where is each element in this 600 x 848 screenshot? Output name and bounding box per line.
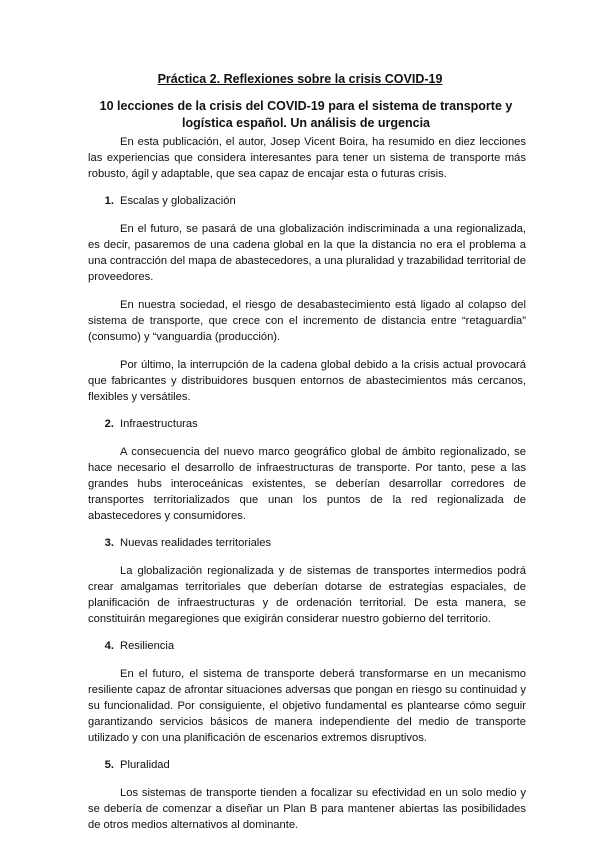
- page-title: Práctica 2. Reflexiones sobre la crisis COVID-19: [157, 72, 443, 86]
- section-heading: [88, 536, 526, 551]
- section-heading: [88, 758, 526, 773]
- section-heading: [88, 417, 526, 432]
- page-subtitle: 10 lecciones de la crisis del COVID-19 para el sistema de transporte y logística español. Un análisis de urgencia: [99, 99, 513, 130]
- paragraph: La globalización regionalizada y de sistemas de transportes intermedios podrá crear amalgamas territoriales que deberían dotarse de estrategias espaciales, de planificación de infraestructuras y de ordenación territorial. De esta manera, se constituirán megaregiones que exigirán considerar nuestro gobierno del territorio.: [88, 565, 526, 625]
- document-body: [88, 134, 526, 845]
- paragraph: En nuestra sociedad, el riesgo de desabastecimiento está ligado al colapso del sistema de transporte, que crece con el incremento de distancia entre “retaguardia” (consumo) y “vanguardia (producción).: [88, 299, 526, 343]
- section-title: Pluralidad: [120, 759, 170, 771]
- paragraph: En el futuro, se pasará de una globalización indiscriminada a una regionalizada, es decir, pasaremos de una cadena global en la que la distancia no era el problema a una contracción del mapa de abastecedores, a una pluralidad y trazabilidad territorial de proveedores.: [88, 223, 526, 283]
- section-title: Nuevas realidades territoriales: [120, 537, 272, 549]
- paragraph: En el futuro, el sistema de transporte deberá transformarse en un mecanismo resiliente capaz de afrontar situaciones adversas que pongan en riesgo su continuidad y su funcionalidad. Por consiguiente, el objetivo fundamental es plantearse cómo seguir garantizando servicios básicos de manera independiente del medio de transporte utilizado y con una planificación de escenarios extremos disruptivos.: [88, 668, 526, 744]
- paragraph: A consecuencia del nuevo marco geográfico global de ámbito regionalizado, se hace necesario el desarrollo de infraestructuras de transporte. Por tanto, pese a las grandes hubs interoceánicas existentes, se deberían desarrollar corredores de transportes territorializados que unan los puntos de la red regionalizada de abastecedores y consumidores.: [88, 446, 526, 522]
- section-number: 1.: [104, 195, 114, 207]
- section-heading: [88, 194, 526, 209]
- intro-paragraph: En esta publicación, el autor, Josep Vicent Boira, ha resumido en diez lecciones las experiencias que considera interesantes para tener un sistema de transporte más robusto, ágil y adaptable, que sea capaz de encajar esta o futuras crisis.: [88, 136, 526, 180]
- section-title: Infraestructuras: [120, 418, 198, 430]
- section-number: 5.: [104, 759, 114, 771]
- section-number: 4.: [104, 640, 114, 652]
- paragraph: Por último, la interrupción de la cadena global debido a la crisis actual provocará que fabricantes y distribuidores busquen entornos de abastecimientos más cercanos, flexibles y versátiles.: [88, 359, 526, 403]
- paragraph: Los sistemas de transporte tienden a focalizar su efectividad en un solo medio y se debería de comenzar a diseñar un Plan B para mantener abiertas las posibilidades de otros medios alternativos al dominante.: [88, 787, 526, 831]
- section-title: Escalas y globalización: [120, 195, 236, 207]
- section-number: 3.: [104, 537, 114, 549]
- section-number: 2.: [104, 418, 114, 430]
- section-heading: [88, 639, 526, 654]
- section-title: Resiliencia: [120, 640, 175, 652]
